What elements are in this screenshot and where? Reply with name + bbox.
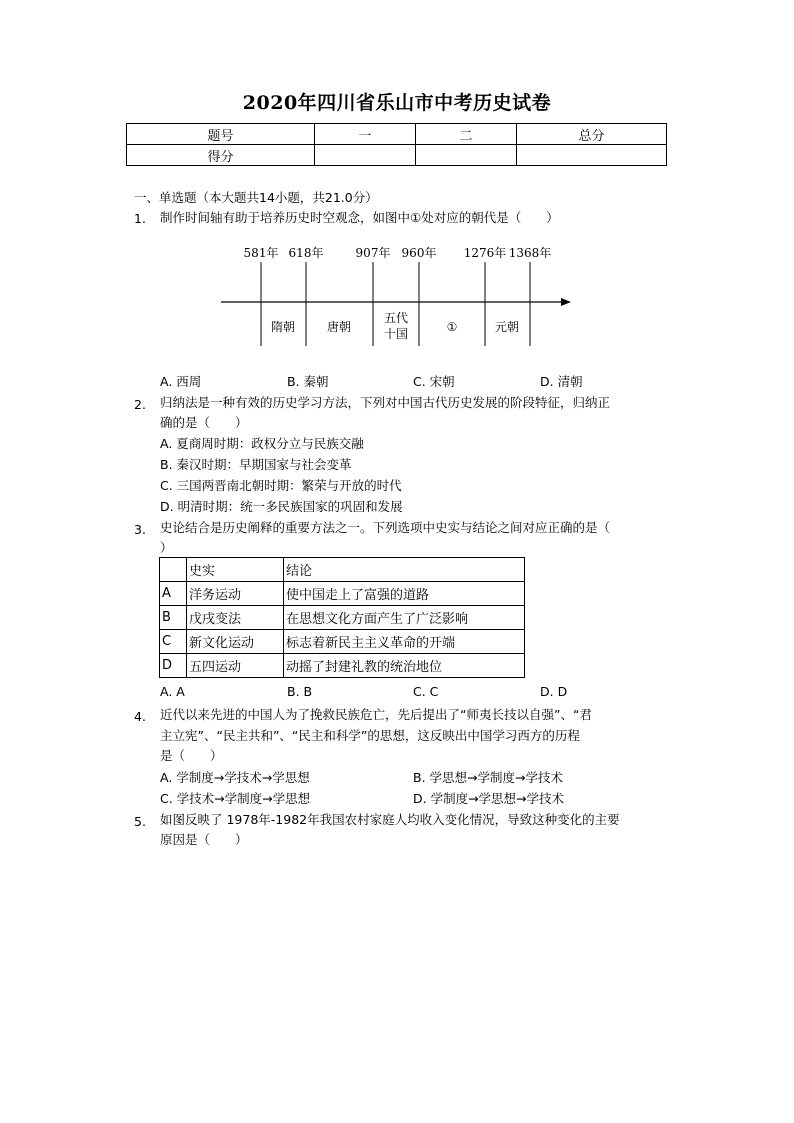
option-c: C. 宋朝 [413, 374, 455, 389]
option-a: A. 西周 [160, 374, 202, 389]
option-d: D. 学制度→学思想→学技术 [413, 791, 565, 806]
table-cell: C [160, 630, 187, 654]
score-cell [416, 145, 517, 166]
question-stem: 原因是（ ） [160, 832, 248, 847]
timeline-period: 隋朝 [270, 320, 296, 334]
table-cell: 使中国走上了富强的道路 [284, 582, 525, 606]
question-stem: 主立宪”、“民主共和”、“民主和科学”的思想，这反映出中国学习西方的历程 [160, 728, 580, 743]
question-stem: 史论结合是历史阐释的重要方法之一。下列选项中史实与结论之间对应正确的是（ [160, 520, 611, 535]
option-c: C. 三国两晋南北朝时期：繁荣与开放的时代 [160, 478, 402, 493]
question-stem: 确的是（ ） [160, 415, 248, 430]
option-c: C. C [413, 684, 439, 699]
score-cell: 一 [315, 124, 416, 145]
score-cell [315, 145, 416, 166]
score-table-row [127, 124, 667, 145]
table-cell: 在思想文化方面产生了广泛影响 [284, 606, 525, 630]
question-stem: 是（ ） [160, 748, 223, 763]
table-cell: B [160, 606, 187, 630]
table-cell: D [160, 654, 187, 678]
table-cell: A [160, 582, 187, 606]
timeline-year: 1368年 [508, 246, 552, 260]
question-number: 2. [134, 397, 146, 412]
question-number: 3. [134, 522, 146, 537]
score-cell: 二 [416, 124, 517, 145]
timeline-year: 1276年 [463, 246, 507, 260]
timeline-figure [215, 240, 575, 350]
table-cell: 五四运动 [187, 654, 284, 678]
question-stem: 如图反映了 1978年-1982年我国农村家庭人均收入变化情况，导致这种变化的主要 [160, 812, 620, 827]
table-cell: 动摇了封建礼教的统治地位 [284, 654, 525, 678]
option-a: A. 夏商周时期：政权分立与民族交融 [160, 436, 364, 451]
timeline-period: 唐朝 [326, 320, 352, 334]
option-b: B. 学思想→学制度→学技术 [413, 770, 563, 785]
option-d: D. 清朝 [540, 374, 583, 389]
question-stem: 近代以来先进的中国人为了挽救民族危亡，先后提出了“师夷长技以自强”、“君 [160, 707, 592, 722]
history-table [159, 557, 525, 678]
question-stem: 制作时间轴有助于培养历史时空观念，如图中①处对应的朝代是（ ） [160, 210, 559, 225]
timeline-period: ① [446, 320, 458, 334]
question-number: 4. [134, 709, 146, 724]
score-cell [517, 145, 667, 166]
timeline-year: 960年 [401, 246, 437, 260]
table-cell: 洋务运动 [187, 582, 284, 606]
option-d: D. D [540, 684, 568, 699]
question-stem: ） [160, 540, 173, 555]
option-b: B. 秦朝 [287, 374, 329, 389]
table-cell: 新文化运动 [187, 630, 284, 654]
option-c: C. 学技术→学制度→学思想 [160, 791, 311, 806]
table-row [160, 654, 525, 678]
option-a: A. A [160, 684, 185, 699]
table-row [160, 606, 525, 630]
timeline-period: 元朝 [494, 320, 520, 334]
score-cell: 总分 [517, 124, 667, 145]
table-cell: 戊戌变法 [187, 606, 284, 630]
table-row [160, 630, 525, 654]
score-cell: 得分 [127, 145, 315, 166]
table-row [160, 582, 525, 606]
timeline-period: 五代 [383, 311, 409, 325]
option-d: D. 明清时期：统一多民族国家的巩固和发展 [160, 499, 403, 514]
score-table [126, 123, 667, 166]
table-row [160, 558, 525, 582]
score-cell: 题号 [127, 124, 315, 145]
question-number: 1. [134, 211, 146, 226]
table-cell: 史实 [187, 558, 284, 582]
question-stem: 归纳法是一种有效的历史学习方法，下列对中国古代历史发展的阶段特征，归纳正 [160, 395, 611, 410]
section-heading: 一、单选题（本大题共14小题，共21.0分） [134, 190, 378, 205]
timeline-period: 十国 [383, 327, 409, 341]
timeline-year: 907年 [355, 246, 391, 260]
timeline-year: 618年 [288, 246, 324, 260]
option-b: B. 秦汉时期：早期国家与社会变革 [160, 457, 352, 472]
table-cell: 结论 [284, 558, 525, 582]
option-b: B. B [287, 684, 313, 699]
table-cell [160, 558, 187, 582]
score-table-row [127, 145, 667, 166]
timeline-year: 581年 [243, 246, 279, 260]
option-a: A. 学制度→学技术→学思想 [160, 770, 310, 785]
question-number: 5. [134, 814, 146, 829]
exam-title: 2020年四川省乐山市中考历史试卷 [242, 92, 552, 114]
table-cell: 标志着新民主主义革命的开端 [284, 630, 525, 654]
